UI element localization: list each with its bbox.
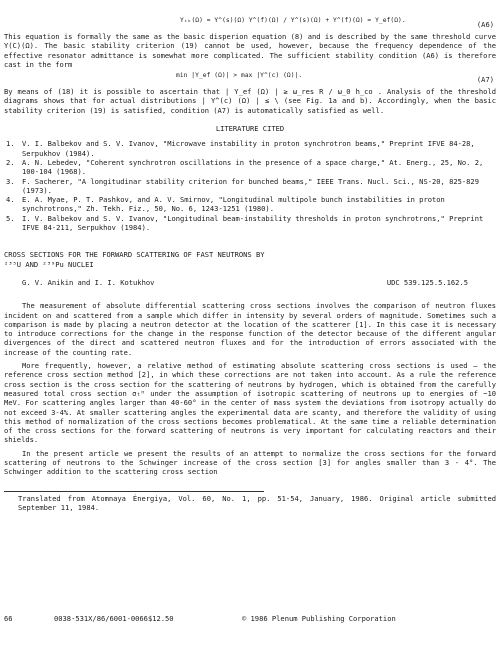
paragraph-1: This equation is formally the same as the basic disperion equation (8) and is described by the same threshold curve Y(C)(Ω). The basic stability criterion (19) cannot be used, however, because the frequency dependence of the effective resonator admittance is somewhat more complicated. The sufficient stability condition (A6) is therefore cast in the form [4, 32, 496, 69]
reference-item: 3. F. Sacherer, "A longitudinar stability criterion for bunched beams," IEEE Trans. Nucl. Sci., NS-20, 825-829 (1973). [6, 176, 479, 195]
article-paragraph-2: More frequently, however, a relative method of estimating absolute scattering cross sections is used — the reference cross section method [2], in which these corrections are not taken into account. As a rule the reference cross section is the cross section for the scattering of neutrons by hydrogen, which is obtained from the carefully measured total cross section σₜᴴ under the assumption of isotropic scattering of neutrons up to energies of ~10 MeV. For scattering angles larger than 40-60° in the center of mass system the deviations from isotropy actually do not exceed 3-4%. At smaller scattering angles the experimental data are scanty, and therefore the validity of using this method of normalization of the cross sections becomes problematical. At the same time a reliable determination of the cross sections for the forward scattering of neutrons is very important for calculating reactors and their shields. [4, 361, 496, 445]
literature-heading: LITERATURE CITED [215, 124, 285, 134]
article-title-line-1: CROSS SECTIONS FOR THE FORWARD SCATTERING OF FAST NEUTRONS BY [4, 250, 265, 260]
equation-a7 [4, 69, 496, 87]
journal-page [4, 14, 496, 512]
equation-a7-number: (A7) [476, 75, 494, 85]
reference-item: 1. V. I. Balbekov and S. V. Ivanov, "Microwave instability in proton synchrotron beams," Preprint IFVE 84-28, Serpukhov (1984). [6, 139, 475, 158]
reference-item: 2. A. N. Lebedev, "Coherent synchrotron oscillations in the presence of a space charge," At. Energ., 25, No. 2, 100-104 (1968). [6, 157, 484, 177]
copyright-line: © 1986 Plenum Publishing Corporation [242, 614, 396, 623]
article-paragraph-1: The measurement of absolute differential scattering cross sections involves the comparison of neutron fluxes incident on and scattered from a sample which differ in intensity by several orders of magnitude. Sometimes such a comparison is made by placing a neutron detector at the location of the scatterer [1]. In this case it is necessary to introduce corrections for the change in the response function of the detector because of the different angular divergences of the direct and scattered neutron fluxes and for the introduction of errors associated with the increase of the counting rate. [4, 301, 496, 357]
udc-code: UDC 539.125.5.162.5 [386, 277, 468, 287]
reference-list [4, 139, 496, 232]
reference-item: 5. I. V. Balbekov and S. V. Ivanov, "Longitudinal beam-instability thresholds in proton synchrotrons," Preprint IFVE 84-211, Serpukhov (1984). [6, 213, 484, 233]
article-paragraph-3: In the present article we present the results of an attempt to normalize the cross sections for the forward scattering of neutrons to the Schwinger increase of the cross section [3] for angles smaller than 3 - 4°. The Schwinger addition to the scattering cross section [4, 448, 496, 477]
reference-item: 4. E. A. Myae, P. T. Pashkov, and A. V. Smirnov, "Longitudinal multipole bunch instabilities in proton synchrotrons," Zh. Tekh. Fiz., 50, No. 6, 1243-1251 (1980). [6, 195, 445, 214]
article-title-line-2: ²³⁵U AND ²³⁹Pu NUCLEI [4, 259, 94, 269]
article-authors: G. V. Anikin and I. I. Kotukhov [22, 277, 155, 287]
equation-a6-number: (A6) [476, 20, 494, 29]
equation-a7-formula: min |Y_ef (Ω)| > max |Y^(c) (Ω)|. [176, 72, 303, 80]
translation-footnote: Translated from Atomnaya Énergiya, Vol. 60, No. 1, pp. 51-54, January, 1986. Original article submitted September 11, 1984. [18, 493, 496, 512]
byline-row [4, 278, 496, 287]
equation-a6-formula: Yᵢₖ(Ω) = Y^(s)(Ω) Y^(f)(Ω) / Y^(s)(Ω) + Y^(f)(Ω) = Y_ef(Ω). [180, 17, 406, 24]
page-number: 66 [4, 614, 13, 623]
paragraph-2: By means of (18) it is possible to ascertain that | Y_ef (Ω) | ≥ ω_res R / ω_0 h_co . Analysis of the threshold diagrams shows that for actual distributions | Y^(c) (Ω) | ≤ \ (see Fig. 1a and b). Accordingly, when the basic stability criterion (19) is satisfied, condition (A7) is automatically satisfied as well. [4, 87, 496, 115]
equation-a6 [4, 14, 496, 32]
page-footer [4, 614, 496, 623]
article-code: 0038-531X/86/6001-0066$12.50 [54, 614, 174, 623]
